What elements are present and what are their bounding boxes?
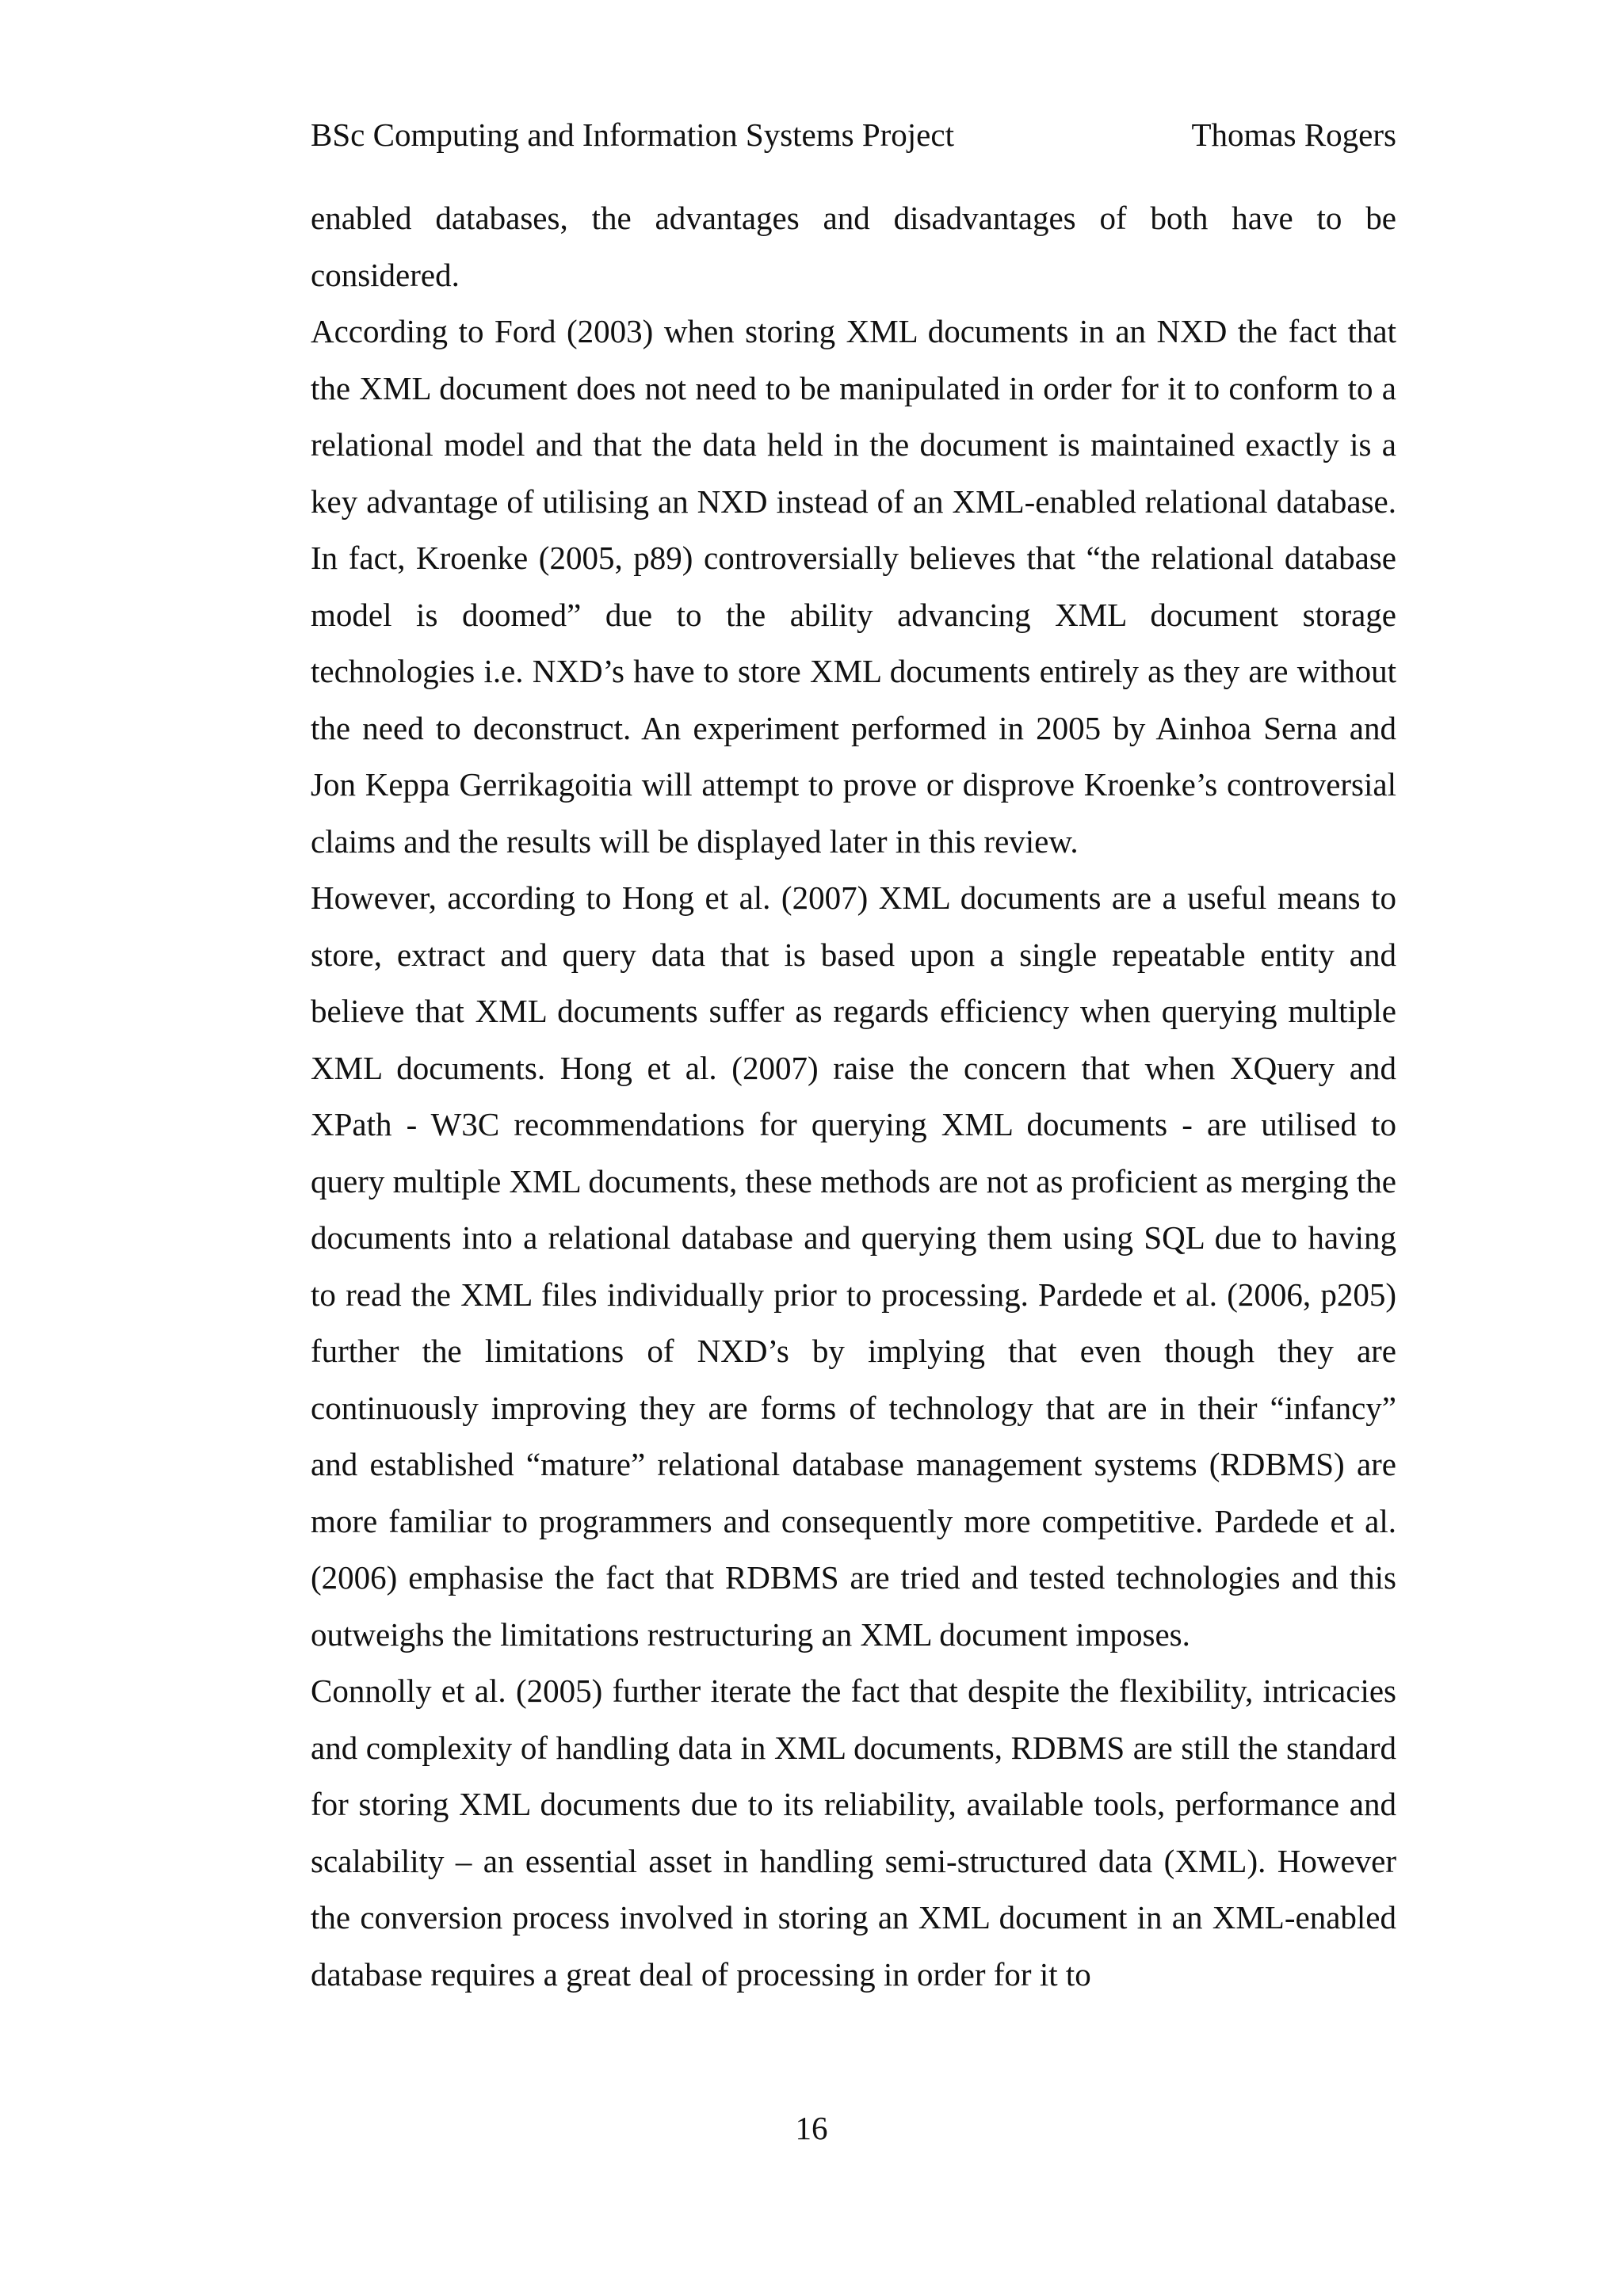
paragraph-ford: According to Ford (2003) when storing XML documents in an NXD the fact that the XML document does not need to be manipulated in order for it to conform to a relational model and that the data held in the document is maintained exactly is a key advantage of utilising an NXD instead of an XML-enabled relational database. In fact, Kroenke (2005, p89) controversially believes that “the relational database model is doomed” due to the ability advancing XML document storage technologies i.e. NXD’s have to store XML documents entirely as they are without the need to deconstruct. An experiment performed in 2005 by Ainhoa Serna and Jon Keppa Gerrikagoitia will attempt to prove or disprove Kroenke’s controversial claims and the results will be displayed later in this review. — [311, 313, 1396, 860]
header-project-title: BSc Computing and Information Systems Project — [311, 116, 954, 153]
paragraph-continuation: enabled databases, the advantages and disadvantages of both have to be considered. — [311, 200, 1396, 293]
header-author-name: Thomas Rogers — [1191, 116, 1396, 153]
body-text — [311, 190, 1396, 2003]
paragraph-hong: However, according to Hong et al. (2007) XML documents are a useful means to store, extract and query data that is based upon a single repeatable entity and believe that XML documents suffer as regards efficiency when querying multiple XML documents. Hong et al. (2007) raise the concern that when XQuery and XPath - W3C recommendations for querying XML documents - are utilised to query multiple XML documents, these methods are not as proficient as merging the documents into a relational database and querying them using SQL due to having to read the XML files individually prior to processing. Pardede et al. (2006, p205) further the limitations of NXD’s by implying that even though they are continuously improving they are forms of technology that are in their “infancy” and established “mature” relational database management systems (RDBMS) are more familiar to programmers and consequently more competitive. Pardede et al. (2006) emphasise the fact that RDBMS are tried and tested technologies and this outweighs the limitations restructuring an XML document imposes. — [311, 879, 1396, 1653]
page-number: 16 — [795, 2110, 828, 2146]
running-header — [311, 113, 1396, 157]
paragraph-connolly: Connolly et al. (2005) further iterate the fact that despite the flexibility, intricacies and complexity of handling data in XML documents, RDBMS are still the standard for storing XML documents due to its reliability, available tools, performance and scalability – an essential asset in handling semi-structured data (XML). However the conversion process involved in storing an XML document in an XML-enabled database requires a great deal of processing in order for it to — [311, 1672, 1396, 1993]
